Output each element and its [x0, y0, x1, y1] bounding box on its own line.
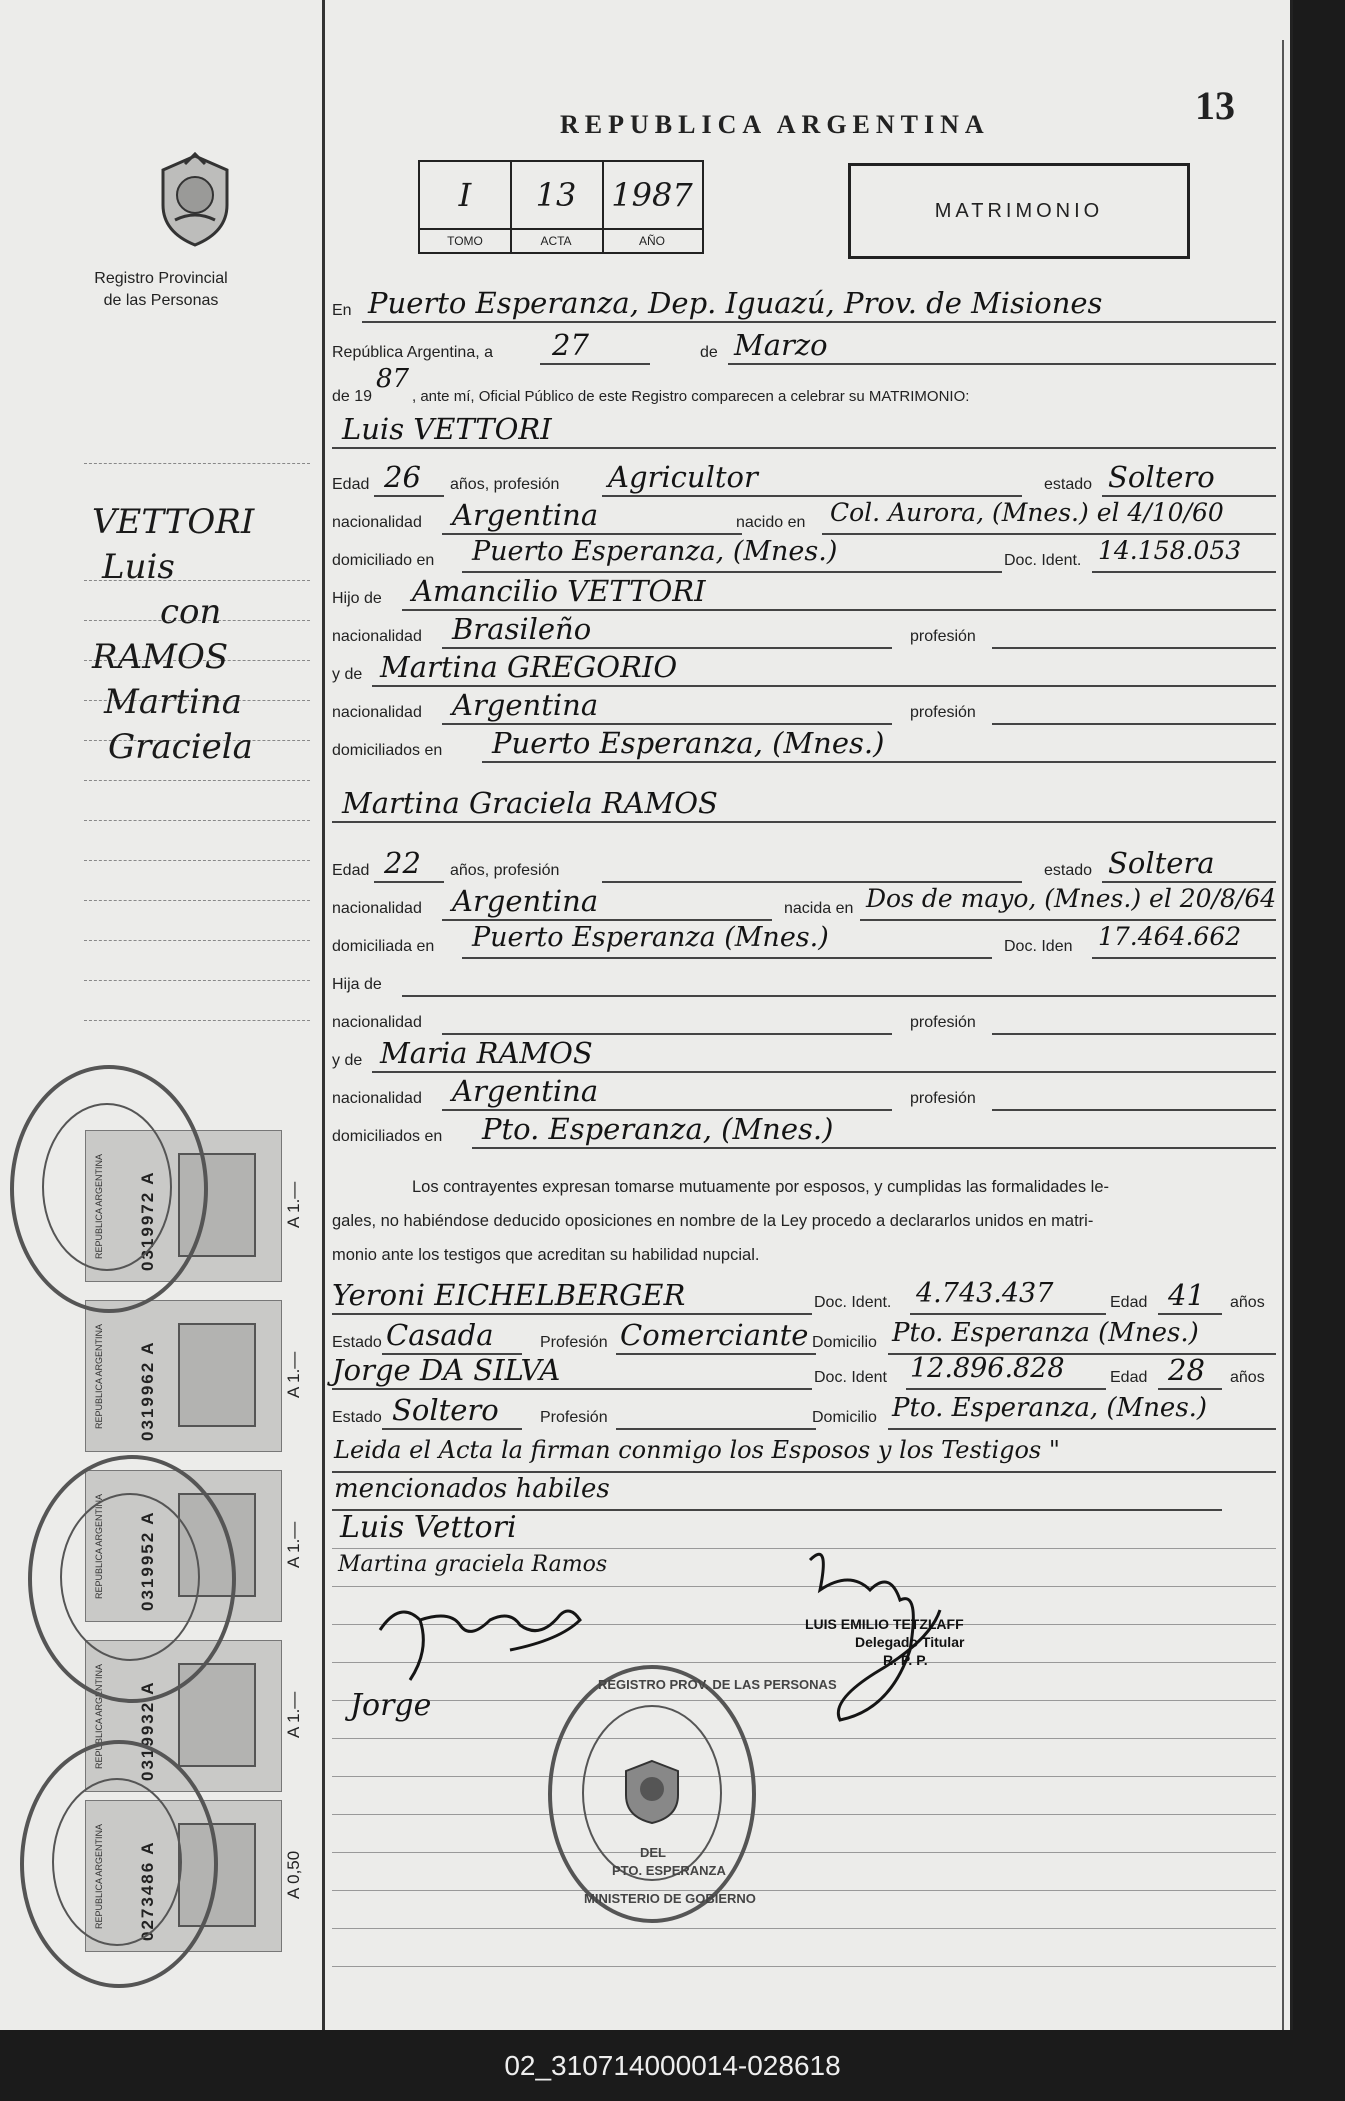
- fill-line: [402, 995, 1276, 997]
- fill-line: [540, 363, 650, 365]
- signature-rule: [332, 1852, 1276, 1853]
- label-comparecen: , ante mí, Oficial Público de este Registro comparecen a celebrar su MATRIMONIO:: [412, 388, 970, 405]
- row-contrayente1-edad: [332, 462, 1276, 502]
- signature-rule: [332, 1776, 1276, 1777]
- fill-line: [602, 495, 1022, 497]
- value-profesion: Agricultor: [608, 460, 758, 494]
- officer-title: Delegado Titular: [855, 1634, 965, 1650]
- signature-testigo2: Jorge: [350, 1688, 432, 1723]
- fill-line: [332, 1471, 1276, 1473]
- row-padre1: [332, 576, 1276, 616]
- value-contrayente2: Martina Graciela RAMOS: [342, 786, 718, 820]
- signature-esposo: Luis Vettori: [340, 1510, 517, 1545]
- row-padres1-domicilio: [332, 728, 1276, 768]
- seal-text-del: DEL: [640, 1845, 666, 1860]
- anio-cell: [602, 162, 702, 252]
- fill-line: [1102, 881, 1276, 883]
- label-domicilio: Domicilio: [812, 1334, 877, 1351]
- label-nacionalidad: nacionalidad: [332, 514, 422, 531]
- row-padre2: [332, 962, 1276, 1002]
- value-profesion: Comerciante: [620, 1318, 809, 1352]
- value-domicilio: Pto. Esperanza, (Mnes.): [892, 1393, 1208, 1423]
- label-profesion: Profesión: [540, 1409, 608, 1426]
- fill-line: [888, 1428, 1276, 1430]
- registry-seal-icon: [28, 1455, 236, 1703]
- label-en: En: [332, 302, 352, 319]
- row-padre2-nacionalidad: [332, 1000, 1276, 1040]
- fiscal-stamp-amount: A 1.—: [284, 1181, 303, 1229]
- label-nacionalidad: nacionalidad: [332, 900, 422, 917]
- tomo-cell: [420, 162, 512, 252]
- label-hijo-de: Hijo de: [332, 590, 382, 607]
- row-lugar: [332, 288, 1276, 328]
- label-de: de: [700, 344, 718, 361]
- margin-name: VETTORI: [92, 502, 255, 542]
- signature-rule: [332, 1890, 1276, 1891]
- seal-text-top: REGISTRO PROV. DE LAS PERSONAS: [598, 1677, 837, 1692]
- fiscal-stamp-serial: 0319962 A: [138, 1340, 157, 1441]
- fill-line: [992, 723, 1276, 725]
- signature-esposa: Martina graciela Ramos: [338, 1552, 608, 1577]
- label-profesion: profesión: [910, 704, 976, 721]
- signature-testigo1-icon: [360, 1580, 600, 1690]
- anio-label: AÑO: [602, 228, 702, 252]
- folio-number: 13: [1195, 83, 1235, 128]
- right-rule: [1282, 40, 1284, 2030]
- label-nacido: nacido en: [736, 514, 806, 531]
- label-doc: Doc. Ident.: [814, 1294, 892, 1311]
- label-estado: estado: [1044, 862, 1093, 879]
- value-edad: 41: [1168, 1278, 1205, 1312]
- value-mes: Marzo: [734, 328, 828, 362]
- label-anios-profesion: años, profesión: [450, 862, 560, 879]
- value-nacionalidad: Argentina: [452, 498, 599, 532]
- label-anios: años: [1230, 1369, 1265, 1386]
- fill-line: [442, 1033, 892, 1035]
- value-testigo2: Jorge DA SILVA: [332, 1353, 561, 1387]
- row-contrayente1-domicilio: [332, 538, 1276, 578]
- row-anio: [332, 364, 1276, 414]
- value-madre: Maria RAMOS: [380, 1036, 593, 1070]
- row-contrayente2-nacionalidad: [332, 886, 1276, 926]
- label-anios: años: [1230, 1294, 1265, 1311]
- margin-rule: [84, 1020, 310, 1021]
- value-doc: 14.158.053: [1098, 536, 1242, 565]
- fill-line: [442, 1109, 892, 1111]
- label-nacionalidad: nacionalidad: [332, 1090, 422, 1107]
- signature-rule: [332, 1928, 1276, 1929]
- signature-rule: [332, 1966, 1276, 1967]
- label-hija-de: Hija de: [332, 976, 382, 993]
- margin-rule: [84, 980, 310, 981]
- fill-line: [992, 647, 1276, 649]
- value-padre: Amancilio VETTORI: [412, 574, 706, 608]
- document-title: REPUBLICA ARGENTINA: [560, 110, 990, 139]
- margin-rule: [84, 820, 310, 821]
- value-contrayente1: Luis VETTORI: [342, 412, 552, 446]
- row-padre1-nacionalidad: [332, 614, 1276, 654]
- value-domicilio: Pto. Esperanza (Mnes.): [892, 1318, 1199, 1348]
- fiscal-stamp-amount: A 0,50: [284, 1850, 303, 1900]
- label-nacionalidad: nacionalidad: [332, 628, 422, 645]
- value-nacida: Dos de mayo, (Mnes.) el 20/8/64: [866, 884, 1277, 913]
- tomo-acta-anio-box: [418, 160, 704, 254]
- tomo-label: TOMO: [420, 228, 510, 252]
- officer-name: LUIS EMILIO TETZLAFF: [805, 1616, 964, 1632]
- registry-seal-icon: [548, 1665, 837, 1923]
- value-nacido: Col. Aurora, (Mnes.) el 4/10/60: [830, 498, 1224, 527]
- fiscal-stamp-issuer: REPUBLICA ARGENTINA: [94, 1493, 104, 1599]
- label-republica: República Argentina, a: [332, 344, 493, 361]
- row-padres2-domicilio: [332, 1114, 1276, 1154]
- fiscal-stamp-amount: A 1.—: [284, 1691, 303, 1739]
- fiscal-stamp-serial: 0319972 A: [138, 1170, 157, 1271]
- value-lugar: Puerto Esperanza, Dep. Iguazú, Prov. de Misiones: [368, 286, 1103, 320]
- label-domiciliados: domiciliados en: [332, 742, 443, 759]
- fill-line: [1158, 1313, 1222, 1315]
- margin-name: Graciela: [108, 727, 253, 767]
- label-y-de: y de: [332, 666, 363, 683]
- record-type-box: MATRIMONIO: [848, 163, 1190, 259]
- fill-line: [602, 881, 1022, 883]
- value-doc: 4.743.437: [916, 1278, 1054, 1309]
- fill-line: [822, 533, 1276, 535]
- label-anios-profesion: años, profesión: [450, 476, 560, 493]
- fill-line: [382, 1428, 522, 1430]
- fiscal-stamp-issuer: REPUBLICA ARGENTINA: [94, 1663, 104, 1769]
- tomo-value: I: [458, 176, 472, 214]
- label-edad: Edad: [1110, 1294, 1148, 1311]
- margin-rule: [84, 940, 310, 941]
- fill-line: [462, 571, 1002, 573]
- seal-crest-icon: [620, 1757, 684, 1827]
- fill-line: [332, 821, 1276, 823]
- margin-name: Luis: [102, 547, 175, 587]
- fill-line: [442, 647, 892, 649]
- margin-name: con: [160, 592, 222, 632]
- acta-value: 13: [535, 176, 577, 214]
- value-cierre: Leida el Acta la firman conmigo los Esposos y los Testigos ": [334, 1436, 1060, 1464]
- signature-rule: [332, 1738, 1276, 1739]
- value-estado: Casada: [386, 1318, 494, 1352]
- label-nacionalidad: nacionalidad: [332, 704, 422, 721]
- seal-inner-ring: [42, 1103, 172, 1271]
- fill-line: [860, 919, 1276, 921]
- declaration-line: monio ante los testigos que acreditan su habilidad nupcial.: [332, 1246, 760, 1264]
- fill-line: [442, 533, 742, 535]
- row-testigo2-estado: [332, 1395, 1276, 1435]
- value-nacionalidad: Argentina: [452, 884, 599, 918]
- seal-inner-ring: [60, 1493, 200, 1661]
- row-testigo1: [332, 1280, 1276, 1320]
- label-doc: Doc. Ident: [814, 1369, 887, 1386]
- fill-line: [472, 1147, 1276, 1149]
- margin-name: Martina: [104, 682, 243, 722]
- margin-column: [0, 0, 325, 2030]
- fill-line: [1092, 571, 1276, 573]
- margin-rule: [84, 860, 310, 861]
- registry-line-1: Registro Provincial: [94, 270, 228, 287]
- row-madre2-nacionalidad: [332, 1076, 1276, 1116]
- fill-line: [332, 447, 1276, 449]
- fill-line: [616, 1428, 816, 1430]
- row-madre1: [332, 652, 1276, 692]
- fiscal-stamp-issuer: REPUBLICA ARGENTINA: [94, 1323, 104, 1429]
- acta-label: ACTA: [510, 228, 602, 252]
- row-contrayente1-nacionalidad: [332, 500, 1276, 540]
- value-estado: Soltera: [1108, 846, 1215, 880]
- value-doc: 17.464.662: [1098, 922, 1242, 951]
- fill-line: [992, 1109, 1276, 1111]
- value-padres-domicilio: Puerto Esperanza, (Mnes.): [492, 726, 885, 760]
- seal-text-place: PTO. ESPERANZA: [612, 1863, 726, 1878]
- margin-rule: [84, 900, 310, 901]
- value-padres-domicilio: Pto. Esperanza, (Mnes.): [482, 1112, 834, 1146]
- row-madre2: [332, 1038, 1276, 1078]
- label-edad: Edad: [1110, 1369, 1148, 1386]
- declaration-line: Los contrayentes expresan tomarse mutuamente por esposos, y cumplidas las formalidades le-: [412, 1178, 1110, 1196]
- value-domicilio: Puerto Esperanza (Mnes.): [472, 922, 829, 953]
- label-doc: Doc. Ident.: [1004, 552, 1082, 569]
- fill-line: [332, 1388, 812, 1390]
- building-emblem-icon: [178, 1323, 256, 1427]
- value-madre-nacionalidad: Argentina: [452, 688, 599, 722]
- registry-seal-icon: [10, 1065, 208, 1313]
- fill-line: [482, 761, 1276, 763]
- registry-line-2: de las Personas: [103, 292, 219, 309]
- fill-line: [332, 1313, 812, 1315]
- label-estado: Estado: [332, 1409, 382, 1426]
- row-testigo2: [332, 1355, 1276, 1395]
- label-profesion: profesión: [910, 628, 976, 645]
- value-edad: 26: [384, 460, 421, 494]
- fiscal-stamp-issuer: REPUBLICA ARGENTINA: [94, 1153, 104, 1259]
- image-id-caption: 02_310714000014-028618: [504, 2050, 841, 2081]
- value-madre-nacionalidad: Argentina: [452, 1074, 599, 1108]
- value-domicilio: Puerto Esperanza, (Mnes.): [472, 536, 838, 567]
- fill-line: [728, 363, 1276, 365]
- declaration-text: [332, 1170, 1272, 1272]
- label-edad: Edad: [332, 862, 370, 879]
- fill-line: [442, 919, 772, 921]
- value-padre-nacionalidad: Brasileño: [452, 612, 592, 646]
- fill-line: [402, 609, 1276, 611]
- label-estado: Estado: [332, 1334, 382, 1351]
- registry-name: [0, 268, 322, 312]
- seal-text-bottom: MINISTERIO DE GOBIERNO: [584, 1891, 756, 1906]
- row-contrayente2-nombre: [332, 788, 1276, 828]
- fill-line: [1158, 1388, 1222, 1390]
- row-contrayente2-domicilio: [332, 924, 1276, 964]
- seal-inner-ring: [52, 1778, 182, 1946]
- fill-line: [374, 495, 444, 497]
- registry-seal-icon: [20, 1740, 218, 1988]
- row-fecha: [332, 330, 1276, 370]
- fill-line: [372, 685, 1276, 687]
- fill-line: [1092, 957, 1276, 959]
- value-madre: Martina GREGORIO: [380, 650, 678, 684]
- fill-line: [362, 321, 1276, 323]
- label-domiciliada: domiciliada en: [332, 938, 435, 955]
- value-edad: 28: [1168, 1353, 1205, 1387]
- fill-line: [372, 1071, 1276, 1073]
- officer-office: R. P. P.: [883, 1652, 928, 1668]
- fiscal-stamp-serial: 0273486 A: [138, 1840, 157, 1941]
- row-contrayente1-nombre: [332, 414, 1276, 454]
- label-nacionalidad: nacionalidad: [332, 1014, 422, 1031]
- label-domiciliados: domiciliados en: [332, 1128, 443, 1145]
- margin-rule: [84, 463, 310, 464]
- fill-line: [374, 881, 444, 883]
- label-nacida: nacida en: [784, 900, 854, 917]
- fiscal-stamp: [85, 1300, 282, 1452]
- label-domicilio: domiciliado en: [332, 552, 435, 569]
- fill-line: [910, 1313, 1106, 1315]
- row-contrayente2-edad: [332, 848, 1276, 888]
- label-profesion: Profesión: [540, 1334, 608, 1351]
- value-estado: Soltero: [1108, 460, 1215, 494]
- label-estado: estado: [1044, 476, 1093, 493]
- label-profesion: profesión: [910, 1014, 976, 1031]
- margin-name: RAMOS: [92, 637, 229, 677]
- label-profesion: profesión: [910, 1090, 976, 1107]
- declaration-line: gales, no habiéndose deducido oposiciones en nombre de la Ley procedo a declararlos unidos en matri-: [332, 1212, 1094, 1230]
- fill-line: [442, 723, 892, 725]
- margin-rule: [84, 780, 310, 781]
- fiscal-stamp-serial: 0319952 A: [138, 1510, 157, 1611]
- value-edad: 22: [384, 846, 421, 880]
- fill-line: [992, 1033, 1276, 1035]
- value-dia: 27: [552, 328, 589, 362]
- label-de-19: de 19: [332, 388, 373, 405]
- fill-line: [1102, 495, 1276, 497]
- province-crest-icon: [145, 150, 245, 250]
- fiscal-stamp-issuer: REPUBLICA ARGENTINA: [94, 1823, 104, 1929]
- value-testigo1: Yeroni EICHELBERGER: [332, 1278, 686, 1312]
- fiscal-stamp-serial: 0319932 A: [138, 1680, 157, 1781]
- acta-cell: [510, 162, 604, 252]
- value-doc: 12.896.828: [910, 1353, 1065, 1384]
- label-doc: Doc. Iden: [1004, 938, 1073, 955]
- label-edad: Edad: [332, 476, 370, 493]
- fiscal-stamp-amount: A 1.—: [284, 1351, 303, 1399]
- anio-value: 1987: [611, 176, 693, 214]
- row-cierre-1: [332, 1438, 1276, 1478]
- value-cierre: mencionados habiles: [334, 1474, 610, 1504]
- value-estado: Soltero: [392, 1393, 499, 1427]
- fiscal-stamp-amount: A 1.—: [284, 1521, 303, 1569]
- label-domicilio: Domicilio: [812, 1409, 877, 1426]
- signature-rule: [332, 1814, 1276, 1815]
- label-y-de: y de: [332, 1052, 363, 1069]
- row-madre1-nacionalidad: [332, 690, 1276, 730]
- margin-names: [88, 500, 254, 770]
- fill-line: [462, 957, 992, 959]
- officer-stamp: [805, 1615, 964, 1669]
- value-anio-corto: 87: [376, 364, 410, 394]
- fill-line: [906, 1388, 1106, 1390]
